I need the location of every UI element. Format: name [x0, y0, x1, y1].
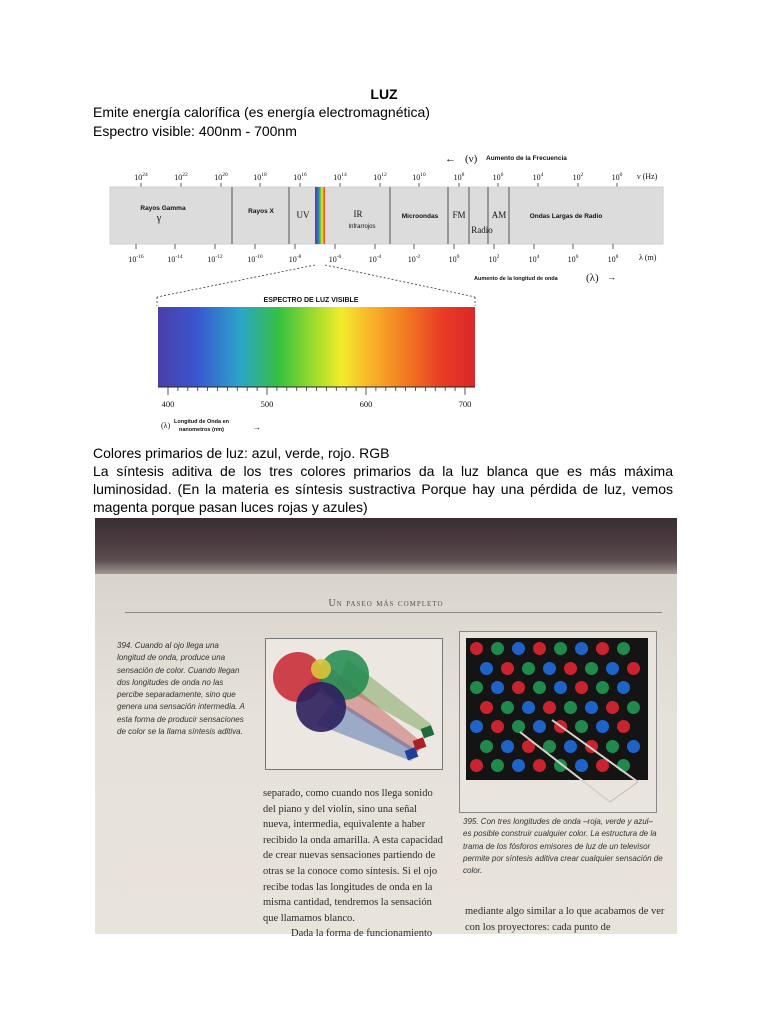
page-title: LUZ: [370, 86, 398, 102]
freq-arrow-label: Aumento de la Frecuencia: [486, 155, 567, 162]
nm-label-line2: nanometros (nm): [179, 427, 224, 433]
phosphor-grid-illustration: [459, 631, 657, 813]
book-header: Un paseo más completo: [328, 598, 444, 609]
wave-tick-2: $10^{-12}$: [207, 254, 223, 264]
band-xray: Rayos X: [248, 208, 274, 215]
visible-band-strip: [315, 187, 325, 244]
band-gamma: Rayos Gamma: [140, 205, 186, 212]
band-am: AM: [491, 210, 507, 220]
intro-line-visible-spectrum: Espectro visible: 400nm - 700nm: [93, 123, 297, 139]
primary-colors-line: Colores primarios de luz: azul, verde, rojo. RGB: [93, 445, 390, 461]
nu-symbol: (ν): [465, 153, 478, 165]
caption-394: 394. Cuando al ojo llega una longitud de onda, produce una sensación de color. Cuando llegan dos longitudes de onda no las percibe separadamente, sino que genera una sensación intermedia. A esta forma de producir sensaciones de color se la llama síntesis aditiva.: [117, 641, 245, 737]
caption-395: 395. Con tres longitudes de onda –roja, verde y azul– es posible construir cualquier color. La estructura de la trama de los fósforos emisores de luz de un televisor permite por síntesis aditiva crear cualquier sensación de color.: [463, 817, 663, 876]
band-uv: UV: [296, 210, 310, 220]
visible-tick-400: 400: [161, 399, 175, 409]
book-body-last-line: Dada la forma de funcionamiento: [291, 928, 433, 940]
band-ir-sub: Infrarrojos: [348, 224, 376, 230]
wave-tick-11: $10^6$: [567, 254, 579, 264]
freq-tick-10: $10^4$: [532, 172, 544, 182]
freq-tick-0: $10^{24}$: [134, 172, 148, 182]
lambda-symbol: (λ): [586, 272, 599, 284]
freq-tick-11: $10^2$: [572, 172, 584, 182]
wave-tick-1: $10^{-14}$: [167, 254, 183, 264]
wave-tick-7: $10^{-2}$: [407, 254, 421, 264]
blue-light-circle: [296, 682, 346, 732]
visible-tick-500: 500: [260, 399, 274, 409]
photo-shadow: [95, 518, 677, 578]
wave-arrow-label: Aumento de la longitud de onda: [474, 276, 558, 282]
freq-unit: ν (Hz): [637, 172, 658, 181]
book-photo: [95, 518, 677, 940]
band-ir: IR: [353, 209, 363, 219]
freq-tick-3: $10^{18}$: [253, 172, 267, 182]
wave-arrow-icon: →: [607, 272, 616, 282]
freq-tick-1: $10^{22}$: [174, 172, 188, 182]
book-header-rule: [125, 612, 662, 613]
band-microwave: Microondas: [401, 213, 439, 220]
intro-line-energy: Emite energía calorífica (es energía electromagnética): [93, 104, 430, 120]
freq-tick-8: $10^8$: [453, 172, 465, 182]
book-body-text-right: mediante algo similar a lo que acabamos de ver con los proyectores: cada punto de: [465, 906, 665, 933]
freq-tick-2: $10^{20}$: [214, 172, 228, 182]
nm-label-line1: Longitud de Onda en: [174, 419, 229, 425]
wave-tick-0: $10^{-16}$: [128, 254, 144, 264]
wave-tick-8: $10^0$: [448, 254, 460, 264]
visible-tick-600: 600: [359, 399, 373, 409]
band-gamma-symbol: γ: [156, 213, 162, 224]
visible-spectrum-gradient: [158, 307, 475, 387]
freq-tick-12: $10^0$: [611, 172, 623, 182]
additive-synthesis-paragraph: La síntesis aditiva de los tres colores primarios da la luz blanca que es más máxima luminosidad. (En la materia es síntesis sustractiva Porque hay una pérdida de luz, vemos magenta porque pasan luces rojas y azules): [93, 463, 673, 515]
wave-tick-10: $10^4$: [528, 254, 540, 264]
wave-ticks: [128, 244, 618, 264]
band-radio: Radio: [471, 225, 493, 235]
wave-tick-9: $10^2$: [488, 254, 500, 264]
nm-lambda: (λ): [161, 421, 171, 430]
freq-tick-4: $10^{16}$: [293, 172, 307, 182]
wave-tick-3: $10^{-10}$: [247, 254, 263, 264]
freq-tick-7: $10^{10}$: [412, 172, 426, 182]
freq-tick-6: $10^{12}$: [373, 172, 387, 182]
nm-arrow-icon: →: [253, 423, 261, 432]
freq-arrow-icon: ←: [445, 153, 456, 165]
freq-tick-9: $10^6$: [492, 172, 504, 182]
book-body-paragraph: separado, como cuando nos llega sonido del piano y del violín, sino una señal nueva, intermedia, equivalente a haber recibido la onda amarilla. A esta capacidad de crear nuevas sensaciones partiendo de otras se la conoce como síntesis. Si el ojo recibe todas las longitudes de onda en la misma cantidad, tendremos la sensación que llamamos blanco.: [263, 788, 443, 924]
wave-tick-12: $10^8$: [607, 254, 619, 264]
book-body-text: [263, 786, 443, 942]
visible-minor-ticks: [168, 387, 465, 395]
wave-unit: λ (m): [639, 253, 657, 262]
visible-spectrum-title: ESPECTRO DE LUZ VISIBLE: [263, 297, 359, 304]
wave-tick-5: $10^{-6}$: [328, 254, 342, 264]
freq-tick-5: $10^{14}$: [333, 172, 347, 182]
band-fm: FM: [452, 210, 466, 220]
wave-tick-6: $10^{-4}$: [368, 254, 382, 264]
projector-illustration: [265, 638, 443, 770]
wave-tick-4: $10^{-8}$: [288, 254, 302, 264]
freq-ticks: [134, 172, 622, 187]
band-long-radio: Ondas Largas de Radio: [529, 213, 603, 220]
em-spectrum-diagram: [93, 150, 678, 442]
visible-tick-700: 700: [458, 399, 472, 409]
